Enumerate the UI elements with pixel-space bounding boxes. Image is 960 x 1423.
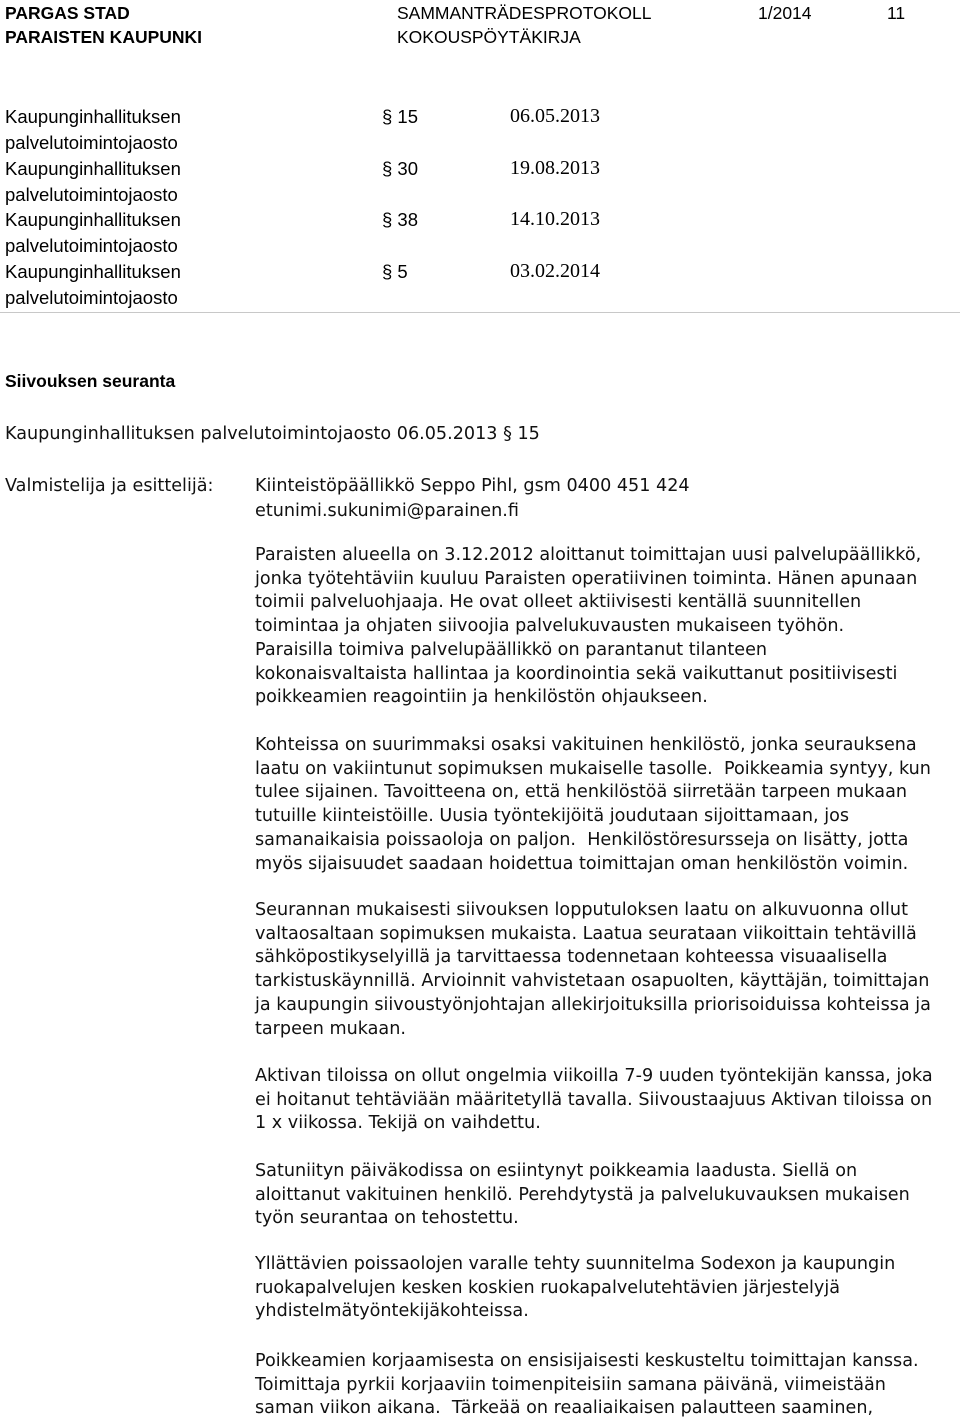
paragraph-line: Poikkeamien korjaamisesta on ensisijaisesti keskusteltu toimittajan kanssa. — [255, 1351, 919, 1371]
paragraph-line: Toimittaja pyrkii korjaaviin toimenpiteisiin samana päivänä, viimeistään — [255, 1374, 886, 1395]
paragraph — [255, 1253, 895, 1324]
reference-body: Kaupunginhallituksen palvelutoimintojaosto — [5, 106, 181, 153]
doc-type-sv: SAMMANTRÄDESPROTOKOLL — [397, 3, 652, 23]
paragraph — [255, 734, 931, 876]
reference-date: 06.05.2013 — [510, 105, 600, 127]
reference-row — [5, 156, 705, 208]
paragraph-line: työn seurantaa on tehostettu. — [255, 1208, 519, 1229]
paragraph-line: saman viikon aikana. Tärkeää on reaaliaikaisen palautteen saaminen, — [255, 1398, 874, 1419]
paragraph-line: Satuniityn päiväkodissa on esiintynyt poikkeamia laadusta. Siellä on — [255, 1161, 858, 1181]
paragraph-line: Kohteissa on suurimmaksi osaksi vakituinen henkilöstö, jonka seurauksena — [255, 735, 917, 755]
item-title: Siivouksen seuranta — [5, 371, 176, 391]
paragraph — [255, 1065, 933, 1136]
paragraph-line: ruokapalvelujen kesken koskien ruokapalvelutehtävien järjestelyjä — [255, 1277, 841, 1298]
preparer-name-line: Kiinteistöpäällikkö Seppo Pihl, gsm 0400 451 424 — [255, 476, 690, 496]
paragraph-line: Yllättävien poissaolojen varalle tehty suunnitelma Sodexon ja kaupungin — [255, 1254, 896, 1274]
reference-date: 14.10.2013 — [510, 208, 600, 231]
org-name-sv: PARGAS STAD — [5, 3, 130, 23]
meeting-references — [5, 104, 705, 311]
paragraph-line: toimintaa ja ohjaten siivoojia palvelukuvausten mukaiseen työhön. — [255, 616, 845, 637]
paragraph-line: Paraisten alueella on 3.12.2012 aloittanut toimittajan uusi palvelupäällikkö, — [255, 545, 922, 565]
reference-row — [5, 207, 705, 259]
reference-section: § 5 — [382, 261, 408, 283]
paragraph-line: ja kaupungin siivoustyönjohtajan allekirjoituksilla priorisoiduissa kohteissa ja — [255, 994, 931, 1015]
paragraph-line: tulee sijainen. Tavoitteena on, että henkilöstöä siirretään tarpeen mukaan — [255, 782, 907, 803]
paragraph-line: myös sijaisuudet saadaan hoidettua toimittajan oman henkilöstön voimin. — [255, 853, 909, 874]
paragraph — [255, 544, 921, 710]
reference-body: Kaupunginhallituksen palvelutoimintojaosto — [5, 261, 181, 308]
doc-type-fi: KOKOUSPÖYTÄKIRJA — [397, 27, 581, 47]
paragraph-line: samanaikaisia poissaoloja on paljon. Henkilöstöresursseja on lisätty, jotta — [255, 829, 909, 850]
reference-row — [5, 259, 705, 311]
preparer-email: etunimi.sukunimi@parainen.fi — [255, 501, 519, 521]
paragraph-line: jonka työtehtäviin kuuluu Paraisten operatiivinen toiminta. Hänen apunaan — [255, 568, 918, 589]
protocol-number: 1/2014 — [758, 3, 812, 23]
preparer-label: Valmistelija ja esittelijä: — [5, 476, 214, 496]
preparer-details — [255, 474, 690, 524]
paragraph-line: Aktivan tiloissa on ollut ongelmia viikoilla 7-9 uuden työntekijän kanssa, joka — [255, 1066, 933, 1086]
paragraph-line: tarkistuskäynnillä. Arvioinnit vahvistetaan osapuolten, käyttäjän, toimittajan — [255, 971, 930, 992]
paragraph-line: Seurannan mukaisesti siivouksen lopputuloksen laatu on alkuvuonna ollut — [255, 900, 908, 920]
paragraph — [255, 1160, 910, 1231]
reference-section: § 38 — [382, 209, 419, 231]
reference-body: Kaupunginhallituksen palvelutoimintojaosto — [5, 157, 181, 205]
paragraph-line: tutuille kiinteistöille. Uusia työntekijöitä joudutaan sijoittamaan, jos — [255, 806, 850, 827]
reference-date: 03.02.2014 — [510, 260, 600, 283]
paragraph-line: tarpeen mukaan. — [255, 1018, 406, 1039]
paragraph-line: Paraisilla toimiva palvelupäällikkö on parantanut tilanteen — [255, 639, 768, 660]
reference-date: 19.08.2013 — [510, 156, 600, 179]
paragraph-line: poikkeamien reagointiin ja henkilöstön ohjaukseen. — [255, 687, 708, 708]
paragraph — [255, 899, 931, 1041]
reference-row — [5, 104, 705, 156]
paragraph-line: laatu on vakiintunut sopimuksen mukaiselle tasolle. Poikkeamia syntyy, kun — [255, 758, 931, 779]
paragraph-line: sähköpostikyselyillä ja tarvittaessa todennetaan kohteessa visuaalisella — [255, 947, 888, 968]
paragraph-line: kokonaisvaltaista hallintaa ja koordinointia sekä vaikuttanut positiivisesti — [255, 663, 898, 684]
paragraph — [255, 1350, 919, 1421]
organization-name — [5, 1, 202, 49]
document-type — [397, 1, 651, 49]
paragraph-line: 1 x viikossa. Tekijä on vaihdettu. — [255, 1113, 541, 1134]
header-divider — [0, 312, 960, 313]
meeting-reference-text: Kaupunginhallituksen palvelutoimintojaosto 06.05.2013 — [5, 424, 498, 444]
reference-section: § 15 — [382, 106, 419, 127]
reference-body: Kaupunginhallituksen palvelutoimintojaosto — [5, 209, 181, 257]
paragraph-line: valtaosaltaan sopimuksen mukaista. Laatua seurataan viikoittain tehtävillä — [255, 923, 917, 944]
meeting-reference-section: § 15 — [503, 424, 540, 444]
paragraph-line: aloittanut vakituinen henkilö. Perehdytystä ja palvelukuvauksen mukaisen — [255, 1184, 910, 1205]
paragraph-line: yhdistelmätyöntekijäkohteissa. — [255, 1301, 529, 1322]
org-name-fi: PARAISTEN KAUPUNKI — [5, 27, 203, 47]
item-meeting-reference — [5, 422, 540, 446]
reference-section: § 30 — [382, 157, 419, 179]
paragraph-line: ei hoitanut tehtäviään määritetyllä tavalla. Siivoustaajuus Aktivan tiloissa on — [255, 1089, 933, 1110]
page-number: 11 — [887, 3, 906, 23]
paragraph-line: toimii palveluohjaaja. He ovat olleet aktiivisesti kentällä suunnitellen — [255, 592, 862, 613]
